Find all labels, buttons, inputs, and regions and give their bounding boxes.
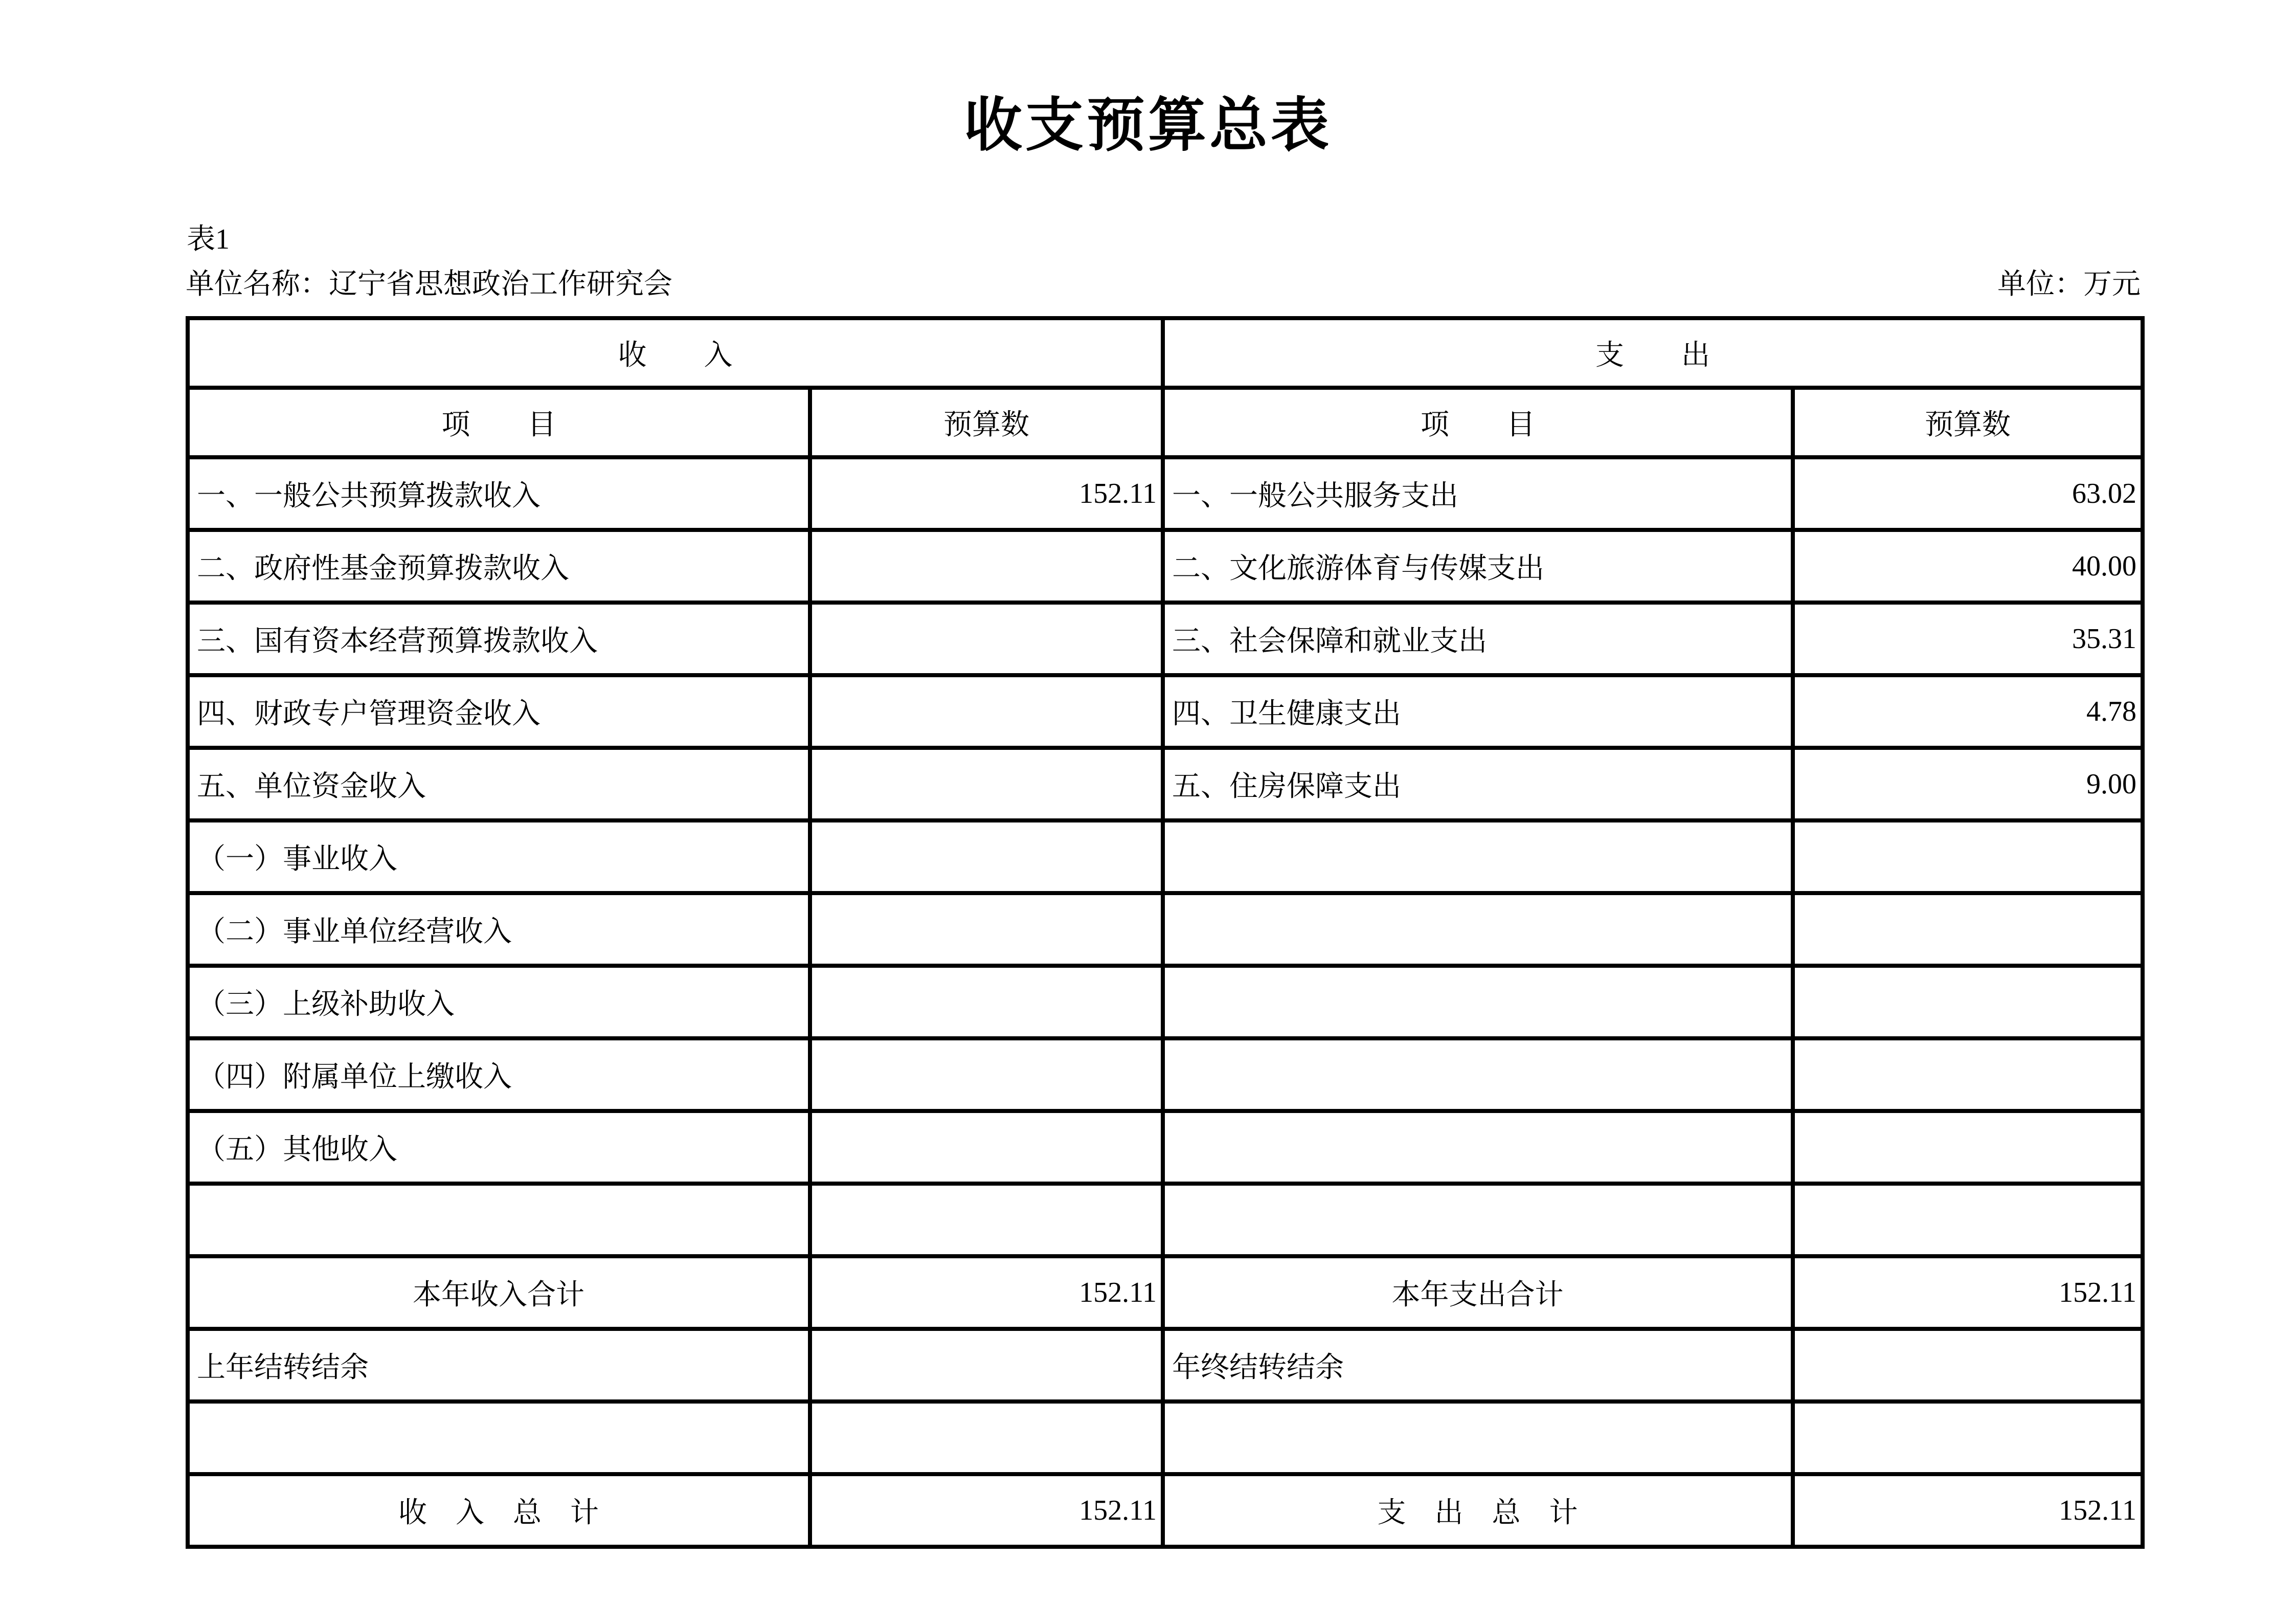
expense-item-cell: 五、住房保障支出 bbox=[1163, 748, 1793, 820]
expense-item-cell bbox=[1163, 1184, 1793, 1256]
expense-value-cell bbox=[1793, 820, 2143, 893]
expense-value-cell: 40.00 bbox=[1793, 530, 2143, 603]
income-value-cell bbox=[810, 1111, 1163, 1184]
section-header-row bbox=[188, 318, 2143, 388]
income-item-cell: （五）其他收入 bbox=[188, 1111, 810, 1184]
table-meta-row bbox=[186, 266, 2141, 303]
table-row bbox=[188, 893, 2143, 966]
expense-item-cell: 本年支出合计 bbox=[1163, 1256, 1793, 1329]
expense-value-cell bbox=[1793, 1184, 2143, 1256]
income-value-cell bbox=[810, 748, 1163, 820]
expense-item-cell bbox=[1163, 1111, 1793, 1184]
expense-value-cell bbox=[1793, 1111, 2143, 1184]
expense-value-cell: 63.02 bbox=[1793, 457, 2143, 530]
income-item-cell: 五、单位资金收入 bbox=[188, 748, 810, 820]
income-value-cell bbox=[810, 893, 1163, 966]
income-item-cell: 上年结转结余 bbox=[188, 1329, 810, 1401]
expense-item-col-header: 项 目 bbox=[1163, 388, 1793, 457]
unit-name-label: 单位名称：辽宁省思想政治工作研究会 bbox=[186, 269, 672, 300]
table-row bbox=[188, 820, 2143, 893]
table-row bbox=[188, 1111, 2143, 1184]
income-value-cell bbox=[810, 675, 1163, 748]
expense-value-cell: 152.11 bbox=[1793, 1474, 2143, 1547]
expense-item-cell: 年终结转结余 bbox=[1163, 1329, 1793, 1401]
income-item-cell: （三）上级补助收入 bbox=[188, 966, 810, 1038]
table-row bbox=[188, 603, 2143, 675]
budget-table bbox=[186, 316, 2145, 1549]
page-title: 收支预算总表 bbox=[963, 93, 1332, 158]
income-value-cell bbox=[810, 530, 1163, 603]
income-value-cell bbox=[810, 1038, 1163, 1111]
income-budget-col-header: 预算数 bbox=[810, 388, 1163, 457]
expense-budget-col-header: 预算数 bbox=[1793, 388, 2143, 457]
income-value-cell bbox=[810, 1184, 1163, 1256]
expense-item-cell bbox=[1163, 1401, 1793, 1474]
income-item-col-header: 项 目 bbox=[188, 388, 810, 457]
column-header-row bbox=[188, 388, 2143, 457]
income-item-cell: （四）附属单位上缴收入 bbox=[188, 1038, 810, 1111]
income-item-cell bbox=[188, 1184, 810, 1256]
expense-item-cell: 二、文化旅游体育与传媒支出 bbox=[1163, 530, 1793, 603]
table-row bbox=[188, 530, 2143, 603]
income-item-cell: 三、国有资本经营预算拨款收入 bbox=[188, 603, 810, 675]
unit-label: 单位：万元 bbox=[1997, 269, 2141, 300]
income-value-cell: 152.11 bbox=[810, 1474, 1163, 1547]
income-item-cell: （一）事业收入 bbox=[188, 820, 810, 893]
expense-item-cell bbox=[1163, 893, 1793, 966]
table-row bbox=[188, 1401, 2143, 1474]
expense-value-cell bbox=[1793, 1329, 2143, 1401]
income-value-cell: 152.11 bbox=[810, 1256, 1163, 1329]
income-item-cell: 二、政府性基金预算拨款收入 bbox=[188, 530, 810, 603]
expense-item-cell: 三、社会保障和就业支出 bbox=[1163, 603, 1793, 675]
income-item-cell: 一、一般公共预算拨款收入 bbox=[188, 457, 810, 530]
income-value-cell bbox=[810, 1329, 1163, 1401]
expense-item-cell bbox=[1163, 820, 1793, 893]
income-value-cell bbox=[810, 966, 1163, 1038]
income-value-cell bbox=[810, 1401, 1163, 1474]
income-item-cell: 四、财政专户管理资金收入 bbox=[188, 675, 810, 748]
income-section-header: 收 入 bbox=[188, 318, 1163, 388]
expense-item-cell bbox=[1163, 966, 1793, 1038]
expense-item-cell: 一、一般公共服务支出 bbox=[1163, 457, 1793, 530]
table-row bbox=[188, 1184, 2143, 1256]
expense-item-cell: 四、卫生健康支出 bbox=[1163, 675, 1793, 748]
income-value-cell bbox=[810, 820, 1163, 893]
expense-value-cell: 152.11 bbox=[1793, 1256, 2143, 1329]
expense-value-cell: 4.78 bbox=[1793, 675, 2143, 748]
income-item-cell: 本年收入合计 bbox=[188, 1256, 810, 1329]
table-tag-label: 表1 bbox=[187, 224, 230, 255]
expense-item-cell bbox=[1163, 1038, 1793, 1111]
table-row bbox=[188, 1038, 2143, 1111]
expense-value-cell bbox=[1793, 893, 2143, 966]
expense-section-header: 支 出 bbox=[1163, 318, 2143, 388]
income-item-cell bbox=[188, 1401, 810, 1474]
table-row bbox=[188, 1256, 2143, 1329]
expense-value-cell: 9.00 bbox=[1793, 748, 2143, 820]
expense-value-cell: 35.31 bbox=[1793, 603, 2143, 675]
expense-item-cell: 支 出 总 计 bbox=[1163, 1474, 1793, 1547]
table-row bbox=[188, 748, 2143, 820]
table-row bbox=[188, 966, 2143, 1038]
table-row bbox=[188, 1329, 2143, 1401]
table-row bbox=[188, 675, 2143, 748]
expense-value-cell bbox=[1793, 1401, 2143, 1474]
table-body bbox=[188, 457, 2143, 1547]
table-row bbox=[188, 1474, 2143, 1547]
income-value-cell bbox=[810, 603, 1163, 675]
income-item-cell: （二）事业单位经营收入 bbox=[188, 893, 810, 966]
income-item-cell: 收 入 总 计 bbox=[188, 1474, 810, 1547]
income-value-cell: 152.11 bbox=[810, 457, 1163, 530]
expense-value-cell bbox=[1793, 1038, 2143, 1111]
table-row bbox=[188, 457, 2143, 530]
expense-value-cell bbox=[1793, 966, 2143, 1038]
